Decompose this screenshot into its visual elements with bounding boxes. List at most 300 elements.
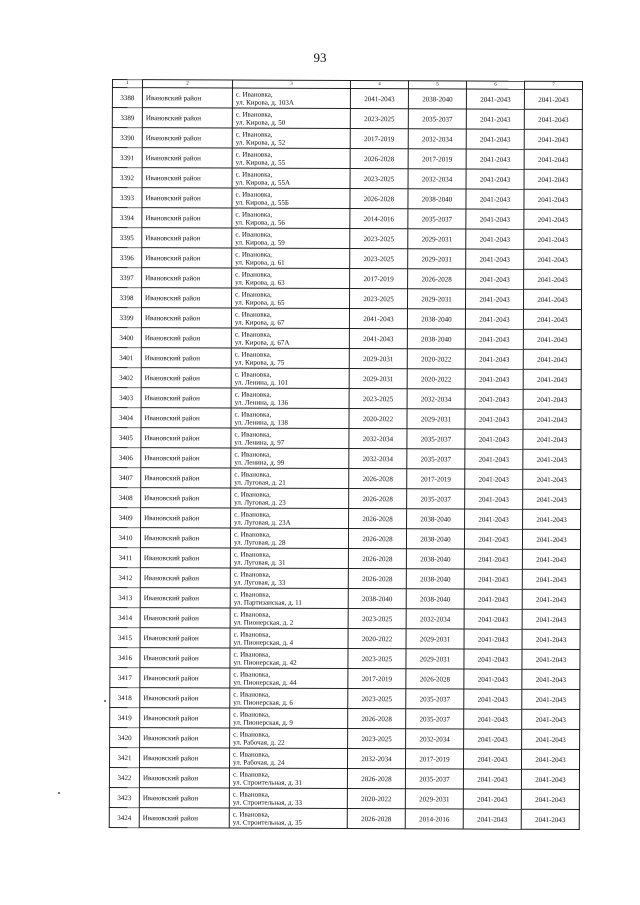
period-cell-col4: 2023-2025 — [348, 609, 406, 629]
table-row — [109, 807, 579, 829]
address-locality: с. Ивановка, — [233, 730, 270, 739]
column-header-6: 6 — [466, 81, 524, 89]
period-cell-col5: 2029-2031 — [408, 289, 466, 309]
address-locality: с. Ивановка, — [233, 630, 271, 639]
period-cell-col4: 2023-2025 — [348, 729, 406, 749]
row-number-cell: 3414 — [110, 607, 140, 627]
district-cell: Ивановский район — [139, 788, 229, 808]
district-cell: Ивановский район — [142, 108, 232, 128]
period-cell-col7: 2041-2043 — [523, 429, 581, 449]
address-locality: с. Ивановка, — [234, 510, 271, 519]
address-locality: с. Ивановка, — [235, 270, 272, 279]
period-cell-col6: 2041-2043 — [465, 389, 523, 409]
period-cell-col4: 2026-2028 — [347, 809, 405, 829]
period-cell-col4: 2023-2025 — [349, 389, 407, 409]
address-street: ул. Ленина, д. 99 — [234, 458, 285, 467]
table-body — [109, 88, 582, 830]
address-locality: с. Ивановка, — [232, 770, 270, 779]
district-cell: Ивановский район — [140, 588, 230, 608]
period-cell-col7: 2041-2043 — [523, 489, 581, 509]
district-cell: Ивановский район — [142, 128, 232, 148]
page-number: 93 — [313, 50, 327, 65]
address-street: ул. Пионерская, д. 44 — [233, 678, 297, 687]
address-locality: с. Ивановка, — [233, 710, 270, 719]
row-number-cell: 3408 — [111, 487, 141, 507]
period-cell-col6: 2041-2043 — [465, 449, 523, 469]
district-cell: Ивановский район — [142, 268, 232, 288]
address-cell — [229, 768, 347, 789]
row-number-cell: 3396 — [112, 248, 142, 268]
row-number-cell: 3415 — [110, 627, 140, 647]
address-locality: с. Ивановка, — [234, 330, 272, 339]
period-cell-col7: 2041-2043 — [522, 529, 580, 549]
period-cell-col4: 2026-2028 — [348, 709, 406, 729]
period-cell-col7: 2041-2043 — [524, 149, 582, 169]
period-cell-col5: 2038-2040 — [407, 309, 465, 329]
district-cell: Ивановский район — [140, 568, 230, 588]
address-locality: с. Ивановка, — [234, 350, 272, 359]
period-cell-col7: 2041-2043 — [524, 169, 582, 189]
address-cell — [230, 528, 348, 549]
period-cell-col7: 2041-2043 — [524, 109, 582, 129]
period-cell-col6: 2041-2043 — [464, 589, 522, 609]
district-cell: Ивановский район — [141, 468, 231, 488]
period-cell-col5: 2038-2040 — [408, 89, 466, 109]
row-number-cell: 3409 — [111, 507, 141, 527]
period-cell-col7: 2041-2043 — [521, 749, 579, 769]
address-street: ул. Ленина, д. 138 — [234, 418, 288, 427]
address-locality: с. Ивановка, — [235, 130, 273, 139]
district-cell: Ивановский район — [142, 228, 232, 248]
row-number-cell: 3394 — [112, 208, 142, 228]
address-locality: с. Ивановка, — [234, 430, 272, 439]
district-cell: Ивановский район — [139, 768, 229, 788]
row-number-cell: 3390 — [112, 128, 142, 148]
period-cell-col6: 2041-2043 — [464, 529, 522, 549]
district-cell: Ивановский район — [141, 348, 231, 368]
address-street: ул. Кирова, д. 65 — [235, 298, 285, 307]
row-number-cell: 3388 — [112, 88, 142, 108]
table-row — [112, 148, 582, 170]
period-cell-col5: 2029-2031 — [407, 409, 465, 429]
row-number-cell: 3401 — [111, 347, 141, 367]
row-number-cell: 3400 — [111, 327, 141, 347]
period-cell-col6: 2041-2043 — [464, 649, 522, 669]
address-locality: с. Ивановка, — [233, 610, 271, 619]
address-locality: с. Ивановка, — [235, 210, 273, 219]
district-cell: Ивановский район — [141, 428, 231, 448]
table-row — [111, 347, 581, 369]
period-cell-col7: 2041-2043 — [522, 729, 580, 749]
period-cell-col5: 2035-2037 — [407, 449, 465, 469]
address-cell — [231, 328, 349, 349]
address-street: ул. Кирова, д. 55А — [235, 178, 291, 187]
address-locality: с. Ивановка, — [235, 250, 272, 259]
period-cell-col6: 2041-2043 — [466, 149, 524, 169]
address-locality: с. Ивановка, — [233, 550, 271, 559]
address-locality: с. Ивановка, — [233, 570, 271, 579]
row-number-cell: 3413 — [110, 587, 140, 607]
address-cell — [232, 228, 350, 249]
table-row — [110, 647, 580, 669]
address-street: ул. Кирова, д. 63 — [235, 278, 285, 287]
period-cell-col7: 2041-2043 — [522, 709, 580, 729]
period-cell-col6: 2041-2043 — [464, 569, 522, 589]
district-cell: Ивановский район — [140, 708, 230, 728]
column-header-2: 2 — [142, 80, 232, 88]
district-cell: Ивановский район — [141, 508, 231, 528]
address-street: ул. Строительная, д. 31 — [232, 778, 303, 787]
address-locality: с. Ивановка, — [235, 170, 273, 179]
period-cell-col6: 2041-2043 — [466, 109, 524, 129]
period-cell-col6: 2041-2043 — [464, 629, 522, 649]
period-cell-col7: 2041-2043 — [523, 389, 581, 409]
table-row — [111, 327, 581, 349]
district-cell: Ивановский район — [140, 668, 230, 688]
table-row — [111, 467, 581, 489]
address-street: ул. Луговая, д. 23 — [234, 498, 286, 507]
period-cell-col5: 2017-2019 — [407, 469, 465, 489]
address-cell — [230, 728, 348, 749]
period-cell-col4: 2032-2034 — [347, 749, 405, 769]
period-cell-col6: 2041-2043 — [463, 789, 521, 809]
district-cell: Ивановский район — [142, 88, 232, 108]
row-number-cell: 3397 — [112, 268, 142, 288]
period-cell-col4: 2026-2028 — [349, 469, 407, 489]
district-cell: Ивановский район — [142, 188, 232, 208]
row-number-cell: 3395 — [112, 228, 142, 248]
period-cell-col6: 2041-2043 — [464, 669, 522, 689]
table-row — [110, 687, 580, 709]
period-cell-col7: 2041-2043 — [523, 349, 581, 369]
address-locality: с. Ивановка, — [235, 190, 273, 199]
column-header-5: 5 — [408, 81, 466, 89]
period-cell-col6: 2041-2043 — [465, 489, 523, 509]
period-cell-col6: 2041-2043 — [466, 249, 524, 269]
period-cell-col7: 2041-2043 — [524, 249, 582, 269]
address-cell — [232, 168, 350, 189]
table-row — [110, 547, 580, 569]
address-cell — [232, 248, 350, 269]
period-cell-col4: 2014-2016 — [350, 209, 408, 229]
address-cell — [232, 208, 350, 229]
table-row — [111, 367, 581, 389]
district-cell: Ивановский район — [141, 368, 231, 388]
address-street: ул. Пионерская, д. 4 — [233, 638, 294, 647]
table-row — [112, 168, 582, 190]
table-row — [112, 128, 582, 150]
address-locality: с. Ивановка, — [234, 450, 272, 459]
period-cell-col7: 2041-2043 — [522, 689, 580, 709]
period-cell-col6: 2041-2043 — [463, 749, 521, 769]
address-locality: с. Ивановка, — [235, 290, 272, 299]
address-street: ул. Пионерская, д. 6 — [233, 698, 293, 707]
table-row — [112, 88, 582, 110]
address-locality: с. Ивановка, — [234, 370, 272, 379]
period-cell-col5: 2029-2031 — [405, 789, 463, 809]
period-cell-col4: 2026-2028 — [348, 529, 406, 549]
address-cell — [230, 548, 348, 569]
period-cell-col7: 2041-2043 — [522, 549, 580, 569]
period-cell-col5: 2038-2040 — [406, 589, 464, 609]
address-locality: с. Ивановка, — [234, 410, 272, 419]
address-cell — [230, 608, 348, 629]
table-row — [111, 487, 581, 509]
period-cell-col7: 2041-2043 — [522, 609, 580, 629]
address-cell — [231, 348, 349, 369]
district-cell: Ивановский район — [141, 408, 231, 428]
address-locality: с. Ивановка, — [233, 750, 270, 759]
district-cell: Ивановский район — [140, 628, 230, 648]
row-number-cell: 3405 — [111, 427, 141, 447]
period-cell-col6: 2041-2043 — [465, 429, 523, 449]
period-cell-col5: 2029-2031 — [408, 249, 466, 269]
period-cell-col7: 2041-2043 — [523, 289, 581, 309]
period-cell-col4: 2026-2028 — [347, 769, 405, 789]
address-cell — [231, 308, 349, 329]
address-cell — [230, 568, 348, 589]
row-number-cell: 3399 — [111, 308, 141, 328]
period-cell-col6: 2041-2043 — [465, 289, 523, 309]
address-street: ул. Строительная, д. 33 — [232, 798, 303, 807]
row-number-cell: 3389 — [112, 108, 142, 128]
address-street: ул. Строительная, д. 35 — [232, 818, 302, 827]
row-number-cell: 3406 — [111, 447, 141, 467]
address-cell — [230, 648, 348, 669]
period-cell-col4: 2023-2025 — [350, 229, 408, 249]
district-cell: Ивановский район — [141, 388, 231, 408]
period-cell-col7: 2041-2043 — [523, 369, 581, 389]
period-cell-col5: 2020-2022 — [407, 369, 465, 389]
period-cell-col5: 2026-2028 — [406, 669, 464, 689]
period-cell-col5: 2035-2037 — [408, 209, 466, 229]
period-cell-col6: 2041-2043 — [465, 469, 523, 489]
address-cell — [231, 508, 349, 529]
period-cell-col7: 2041-2043 — [523, 329, 581, 349]
period-cell-col4: 2023-2025 — [350, 169, 408, 189]
table-row — [112, 108, 582, 130]
period-cell-col5: 2032-2034 — [406, 729, 464, 749]
row-number-cell: 3416 — [110, 647, 140, 667]
address-street: ул. Луговая, д. 21 — [234, 478, 286, 487]
table-row — [110, 527, 580, 549]
address-street: ул. Кирова, д. 55Б — [235, 198, 289, 207]
period-cell-col4: 2029-2031 — [349, 369, 407, 389]
address-street: ул. Рабочая, д. 24 — [233, 758, 285, 767]
period-cell-col5: 2017-2019 — [408, 149, 466, 169]
district-cell: Ивановский район — [142, 288, 232, 308]
row-number-cell: 3419 — [110, 707, 140, 727]
period-cell-col5: 2020-2022 — [407, 349, 465, 369]
period-cell-col7: 2041-2043 — [521, 769, 579, 789]
period-cell-col5: 2032-2034 — [406, 609, 464, 629]
period-cell-col6: 2041-2043 — [465, 369, 523, 389]
period-cell-col6: 2041-2043 — [464, 549, 522, 569]
period-cell-col4: 2020-2022 — [348, 629, 406, 649]
address-street: ул. Ленина, д. 101 — [234, 378, 289, 387]
period-cell-col4: 2041-2043 — [349, 309, 407, 329]
period-cell-col7: 2041-2043 — [522, 649, 580, 669]
period-cell-col4: 2023-2025 — [350, 289, 408, 309]
period-cell-col5: 2029-2031 — [406, 649, 464, 669]
period-cell-col4: 2017-2019 — [350, 129, 408, 149]
address-locality: с. Ивановка, — [232, 810, 270, 819]
address-street: ул. Пионерская, д. 42 — [233, 658, 297, 667]
row-number-cell: 3417 — [110, 667, 140, 687]
period-cell-col5: 2029-2031 — [408, 229, 466, 249]
table-row — [109, 747, 579, 769]
table-row — [112, 288, 582, 310]
row-number-cell: 3423 — [109, 787, 139, 807]
district-cell: Ивановский район — [139, 808, 229, 828]
district-cell: Ивановский район — [140, 608, 230, 628]
address-locality: с. Ивановка, — [234, 390, 272, 399]
address-street: ул. Пионерская, д. 2 — [233, 618, 294, 627]
address-cell — [232, 88, 350, 109]
district-cell: Ивановский район — [142, 248, 232, 268]
period-cell-col5: 2032-2034 — [408, 169, 466, 189]
address-street: ул. Кирова, д. 61 — [235, 258, 285, 267]
period-cell-col4: 2026-2028 — [350, 189, 408, 209]
row-number-cell: 3418 — [110, 687, 140, 707]
address-street: ул. Ленина, д. 97 — [234, 438, 285, 447]
column-header-3: 3 — [232, 80, 350, 89]
period-cell-col5: 2038-2040 — [407, 329, 465, 349]
period-cell-col5: 2032-2034 — [408, 129, 466, 149]
address-cell — [232, 288, 350, 309]
period-cell-col5: 2029-2031 — [406, 629, 464, 649]
address-cell — [230, 588, 348, 609]
period-cell-col6: 2041-2043 — [464, 609, 522, 629]
period-cell-col6: 2041-2043 — [466, 169, 524, 189]
address-locality: с. Ивановка, — [235, 110, 273, 119]
district-cell: Ивановский район — [140, 528, 230, 548]
row-number-cell: 3410 — [110, 527, 140, 547]
period-cell-col4: 2023-2025 — [350, 249, 408, 269]
period-cell-col4: 2023-2025 — [348, 649, 406, 669]
address-street: ул. Кирова, д. 55 — [235, 158, 286, 167]
period-cell-col4: 2032-2034 — [349, 449, 407, 469]
address-cell — [231, 428, 349, 449]
address-cell — [230, 668, 348, 689]
district-cell: Ивановский район — [141, 488, 231, 508]
period-cell-col4: 2020-2022 — [349, 409, 407, 429]
district-cell: Ивановский район — [139, 748, 229, 768]
address-cell — [231, 368, 349, 389]
column-header-4: 4 — [350, 81, 408, 89]
table-row — [112, 208, 582, 230]
table-row — [112, 188, 582, 210]
period-cell-col4: 2017-2019 — [350, 269, 408, 289]
period-cell-col5: 2038-2040 — [406, 549, 464, 569]
period-cell-col5: 2038-2040 — [406, 569, 464, 589]
row-number-cell: 3411 — [110, 547, 140, 567]
row-number-cell: 3391 — [112, 148, 142, 168]
table-row — [110, 587, 580, 609]
period-cell-col7: 2041-2043 — [523, 409, 581, 429]
period-cell-col7: 2041-2043 — [521, 789, 579, 809]
period-cell-col5: 2032-2034 — [407, 389, 465, 409]
address-locality: с. Ивановка, — [233, 690, 271, 699]
column-header-1: 1 — [112, 80, 142, 88]
district-cell: Ивановский район — [142, 148, 232, 168]
address-cell — [231, 468, 349, 489]
period-cell-col4: 2032-2034 — [349, 429, 407, 449]
address-locality: с. Ивановка, — [235, 230, 273, 239]
address-cell — [232, 108, 350, 129]
row-number-cell: 3422 — [109, 767, 139, 787]
row-number-cell: 3407 — [111, 467, 141, 487]
row-number-cell: 3404 — [111, 407, 141, 427]
period-cell-col5: 2035-2037 — [406, 709, 464, 729]
address-locality: с. Ивановка, — [234, 490, 271, 499]
table-row — [112, 228, 582, 250]
period-cell-col4: 2026-2028 — [348, 549, 406, 569]
address-street: ул. Кирова, д. 67А — [234, 338, 290, 347]
period-cell-col7: 2041-2043 — [524, 189, 582, 209]
address-cell — [232, 188, 350, 209]
period-cell-col7: 2041-2043 — [524, 209, 582, 229]
period-cell-col6: 2041-2043 — [466, 269, 524, 289]
period-cell-col4: 2041-2043 — [350, 89, 408, 109]
period-cell-col4: 2017-2019 — [348, 669, 406, 689]
address-cell — [229, 748, 347, 769]
table-row — [112, 248, 582, 270]
address-cell — [232, 268, 350, 289]
table-row — [111, 427, 581, 449]
period-cell-col6: 2041-2043 — [464, 729, 522, 749]
period-cell-col4: 2023-2025 — [348, 689, 406, 709]
address-locality: с. Ивановка, — [233, 650, 271, 659]
period-cell-col7: 2041-2043 — [521, 809, 579, 829]
period-cell-col4: 2026-2028 — [349, 509, 407, 529]
period-cell-col7: 2041-2043 — [522, 569, 580, 589]
period-cell-col6: 2041-2043 — [464, 709, 522, 729]
period-cell-col6: 2041-2043 — [465, 349, 523, 369]
table-row — [110, 707, 580, 729]
period-cell-col7: 2041-2043 — [524, 89, 582, 109]
period-cell-col6: 2041-2043 — [465, 309, 523, 329]
period-cell-col7: 2041-2043 — [522, 629, 580, 649]
address-street: ул. Луговая, д. 23А — [234, 518, 291, 527]
table-row — [110, 567, 580, 589]
address-cell — [230, 688, 348, 709]
period-cell-col6: 2041-2043 — [466, 89, 524, 109]
address-cell — [232, 148, 350, 169]
period-cell-col5: 2038-2040 — [408, 189, 466, 209]
period-cell-col6: 2041-2043 — [466, 189, 524, 209]
address-street: ул. Кирова, д. 75 — [234, 358, 285, 367]
table-row — [111, 507, 581, 529]
table-row — [110, 607, 580, 629]
period-cell-col7: 2041-2043 — [522, 589, 580, 609]
period-cell-col4: 2041-2043 — [349, 329, 407, 349]
period-cell-col7: 2041-2043 — [523, 509, 581, 529]
row-number-cell: 3403 — [111, 387, 141, 407]
address-locality: с. Ивановка, — [235, 150, 273, 159]
address-street: ул. Кирова, д. 56 — [235, 218, 285, 227]
period-cell-col4: 2026-2028 — [349, 489, 407, 509]
period-cell-col6: 2041-2043 — [463, 769, 521, 789]
period-cell-col7: 2041-2043 — [524, 269, 582, 289]
address-locality: с. Ивановка, — [234, 310, 272, 319]
period-cell-col6: 2041-2043 — [464, 689, 522, 709]
address-cell — [230, 628, 348, 649]
table-row — [110, 727, 580, 749]
period-cell-col7: 2041-2043 — [523, 469, 581, 489]
period-cell-col4: 2026-2028 — [348, 569, 406, 589]
table-row — [111, 407, 581, 429]
